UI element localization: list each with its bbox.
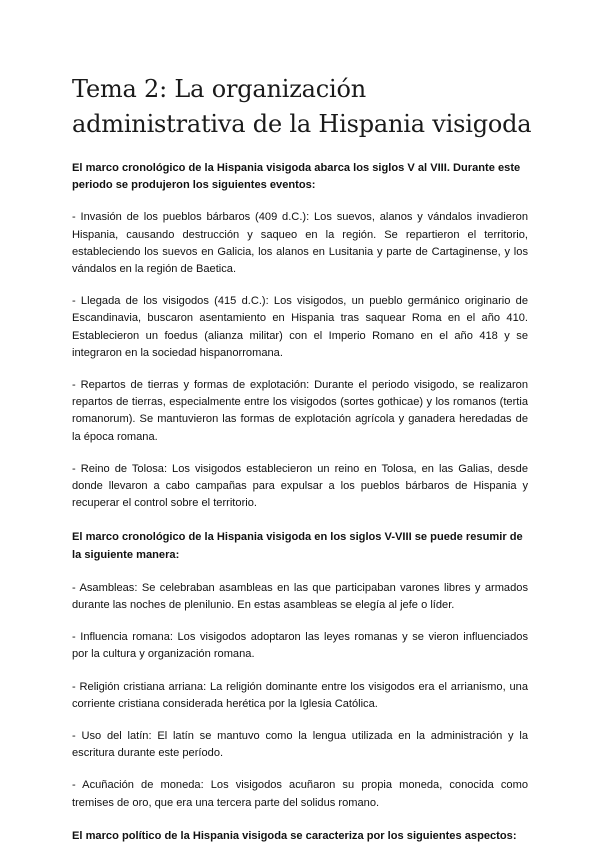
aspect-assemblies-paragraph: - Asambleas: Se celebraban asambleas en las que participaban varones libres y armados durante las noches de plenilunio. En estas asambleas se elegía al jefe o líder. — [72, 581, 528, 612]
intro-paragraph-political: El marco político de la Hispania visigoda se caracteriza por los siguientes aspectos: — [72, 829, 517, 842]
document-title: Tema 2: La organización administrativa de la Hispania visigoda — [72, 75, 532, 138]
event-land-distribution-paragraph: - Repartos de tierras y formas de explotación: Durante el periodo visigodo, se realizaron repartos de tierras, especialmente entre los visigodos (sortes gothicae) y los romanos (tertia romanorum). Se mantuvieron las formas de explotación agrícola y ganadera heredadas de la época romana. — [72, 379, 528, 443]
event-visigoths-arrival-paragraph: - Llegada de los visigodos (415 d.C.): Los visigodos, un pueblo germánico originario de Escandinavia, buscaron asentamiento en Hispania tras saquear Roma en el año 410. Establecieron un foedus (alianza militar) con el Imperio Romano en el año 418 y se integraron en la sociedad hispanorromana. — [72, 295, 528, 359]
aspect-roman-influence-paragraph: - Influencia romana: Los visigodos adoptaron las leyes romanas y se vieron influenciados por la cultura y organización romana. — [72, 631, 528, 661]
aspect-arian-religion-paragraph: - Religión cristiana arriana: La religión dominante entre los visigodos era el arrianismo, una corriente cristiana considerada herética por la Iglesia Católica. — [72, 680, 528, 710]
aspect-latin-usage-paragraph: - Uso del latín: El latín se mantuvo como la lengua utilizada en la administración y la escritura durante este período. — [72, 730, 528, 760]
event-invasion-paragraph: - Invasión de los pueblos bárbaros (409 d.C.): Los suevos, alanos y vándalos invadieron Hispania, causando destrucción y saqueo en la región. Se repartieron el territorio, estableciendo los suevos en Galicia, los alanos en Lusitania y parte de Cartaginense, y los vándalos en la región de Baetica. — [72, 211, 528, 276]
document-body — [72, 160, 528, 860]
intro-paragraph-chronology: El marco cronológico de la Hispania visigoda abarca los siglos V al VIII. Durante este periodo se produjeron los siguientes eventos: — [72, 162, 521, 192]
event-tolosa-kingdom-paragraph: - Reino de Tolosa: Los visigodos establecieron un reino en Tolosa, en las Galias, desde donde llevaron a cabo campañas para expulsar a los pueblos bárbaros de Hispania y recuperar el control sobre el territorio. — [72, 462, 528, 510]
intro-paragraph-summary: El marco cronológico de la Hispania visigoda en los siglos V-VIII se puede resumir de la siguiente manera: — [72, 531, 523, 561]
aspect-coinage-paragraph: - Acuñación de moneda: Los visigodos acuñaron su propia moneda, conocida como tremises de oro, que era una tercera parte del solidus romano. — [72, 779, 528, 809]
